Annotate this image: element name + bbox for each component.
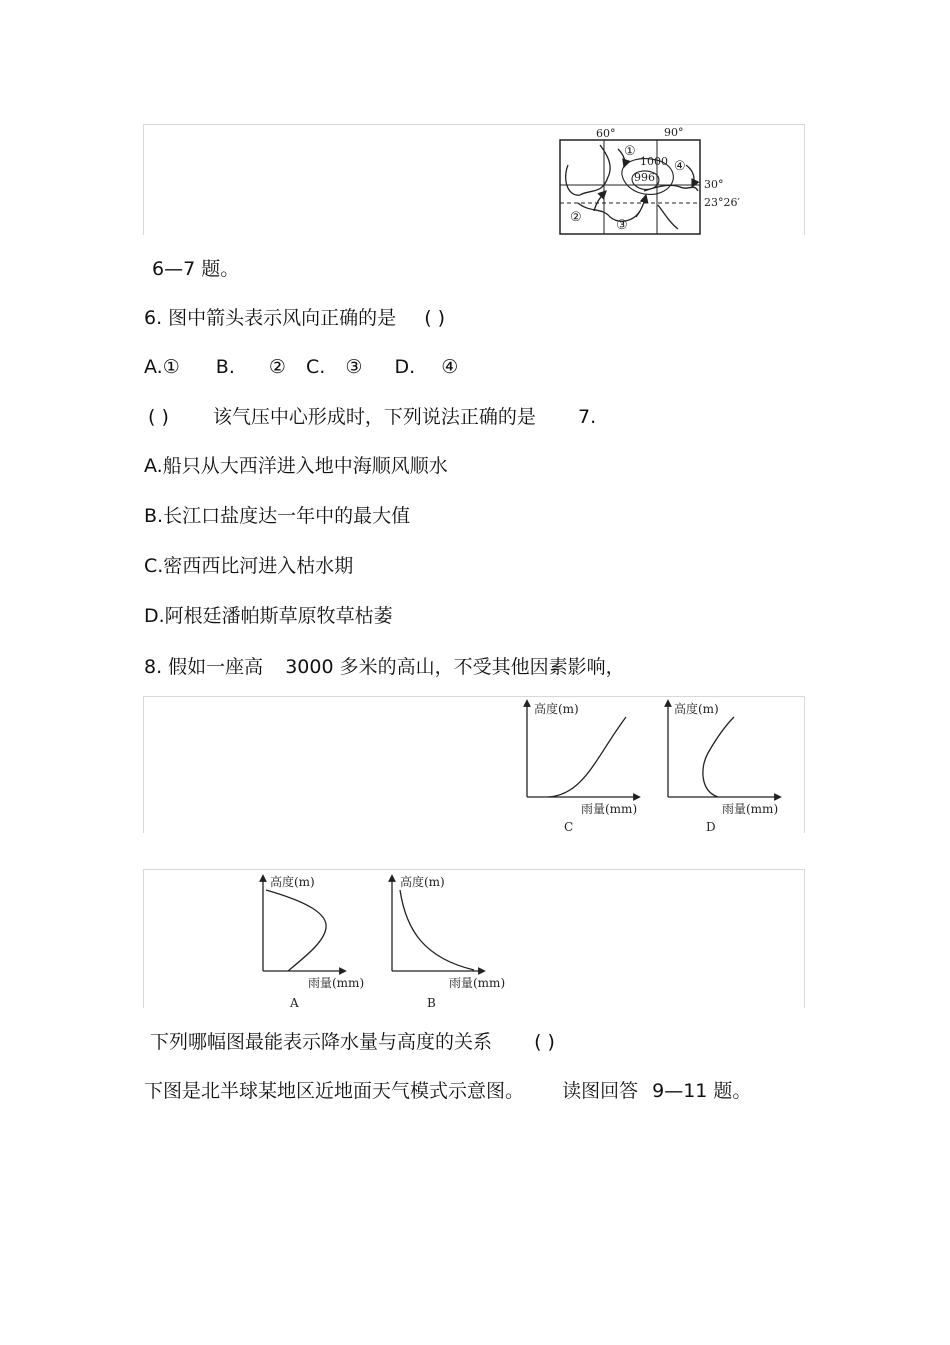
coastline bbox=[578, 203, 640, 221]
q7-option-a bbox=[144, 453, 448, 479]
q7-number: 7. bbox=[577, 406, 597, 428]
graph-b-y-label: 高度(m) bbox=[400, 875, 445, 889]
q6-option-d-mark: ④ bbox=[441, 356, 459, 378]
graph-d-y-label: 高度(m) bbox=[674, 702, 719, 716]
q6-option-a: A.① bbox=[144, 356, 180, 378]
graph-a-x-label: 雨量(mm) bbox=[308, 976, 365, 990]
pressure-map-figure bbox=[143, 124, 805, 235]
q8-answer-paren: ( ) bbox=[534, 1031, 555, 1053]
q8-stem-part2: 3000 多米的高山，不受其他因素影响， bbox=[285, 656, 625, 678]
mark-2: ② bbox=[570, 210, 582, 225]
isobar-label-1000: 1000 bbox=[640, 155, 668, 168]
q7-stem-text: 该气压中心形成时，下列说法正确的是 bbox=[212, 406, 536, 428]
pressure-map bbox=[144, 125, 804, 235]
graph-b-letter: B bbox=[427, 996, 436, 1008]
graphs-cd bbox=[144, 697, 804, 833]
mark-1: ① bbox=[624, 144, 636, 159]
coastline bbox=[566, 145, 610, 195]
graph-c bbox=[527, 701, 637, 833]
lon-label-60: 60° bbox=[596, 127, 616, 140]
lat-label-tropic: 23°26′ bbox=[704, 196, 740, 209]
isobar-label-996: 996 bbox=[634, 171, 655, 184]
graph-b-x-label: 雨量(mm) bbox=[449, 976, 506, 990]
q67-intro bbox=[152, 256, 239, 282]
mark-3: ③ bbox=[616, 218, 628, 233]
graph-a bbox=[263, 874, 364, 1008]
graph-a-letter: A bbox=[290, 996, 299, 1008]
q8-stem bbox=[144, 654, 625, 680]
q7-option-c bbox=[144, 553, 353, 579]
graph-d-x-label: 雨量(mm) bbox=[722, 802, 779, 816]
q9-intro-part2: 读图回答 bbox=[562, 1080, 639, 1102]
graph-c-x-label: 雨量(mm) bbox=[581, 802, 638, 816]
wind-arrow-4 bbox=[686, 165, 694, 187]
q8-stem-part1: 8. 假如一座高 bbox=[144, 656, 264, 678]
q7-option-d bbox=[144, 603, 393, 629]
lon-label-90: 90° bbox=[664, 126, 684, 139]
q8-question-text: 下列哪幅图最能表示降水量与高度的关系 bbox=[150, 1031, 493, 1053]
q6-stem bbox=[144, 305, 445, 331]
q9-intro-part1: 下图是北半球某地区近地面天气模式示意图。 bbox=[144, 1080, 525, 1102]
graph-c-letter: C bbox=[564, 820, 574, 833]
graph-c-curve bbox=[548, 717, 626, 797]
graphs-cd-figure bbox=[143, 696, 805, 833]
q6-options bbox=[144, 354, 458, 380]
graph-a-y-label: 高度(m) bbox=[270, 875, 315, 889]
q9-intro-part3: 9—11 题。 bbox=[652, 1080, 752, 1102]
q7-option-b bbox=[144, 503, 410, 529]
graph-d-curve bbox=[703, 717, 734, 797]
graphs-ab bbox=[144, 870, 804, 1008]
graph-d-letter: D bbox=[706, 820, 716, 833]
q9-intro bbox=[144, 1078, 751, 1104]
q7-option-c-text: C.密西西比河进入枯水期 bbox=[144, 555, 354, 577]
q6-option-d: D. bbox=[394, 356, 416, 378]
graphs-ab-figure bbox=[143, 869, 805, 1008]
graph-d bbox=[668, 701, 778, 833]
q6-option-b: B. bbox=[215, 356, 235, 378]
graph-b-curve bbox=[400, 890, 474, 970]
q7-answer-paren: ( ) bbox=[148, 406, 169, 428]
q67-intro-text: 6—7 题。 bbox=[152, 258, 240, 280]
q7-option-a-text: A.船只从大西洋进入地中海顺风顺水 bbox=[144, 455, 448, 477]
coastline bbox=[658, 205, 678, 229]
lat-label-30: 30° bbox=[704, 178, 724, 191]
q6-stem-text: 6. 图中箭头表示风向正确的是 bbox=[144, 307, 397, 329]
q7-option-d-text: D.阿根廷潘帕斯草原牧草枯萎 bbox=[144, 605, 393, 627]
q6-option-c: C. bbox=[306, 356, 326, 378]
q7-stem bbox=[148, 404, 596, 430]
graph-c-y-label: 高度(m) bbox=[534, 702, 579, 716]
q7-option-b-text: B.长江口盐度达一年中的最大值 bbox=[144, 505, 411, 527]
q6-option-b-mark: ② bbox=[268, 356, 286, 378]
graph-b bbox=[392, 874, 505, 1008]
q6-option-c-mark: ③ bbox=[345, 356, 363, 378]
graph-a-curve bbox=[266, 890, 326, 971]
q6-answer-paren: ( ) bbox=[424, 307, 446, 329]
q8-question bbox=[150, 1029, 555, 1055]
mark-4: ④ bbox=[674, 159, 686, 174]
